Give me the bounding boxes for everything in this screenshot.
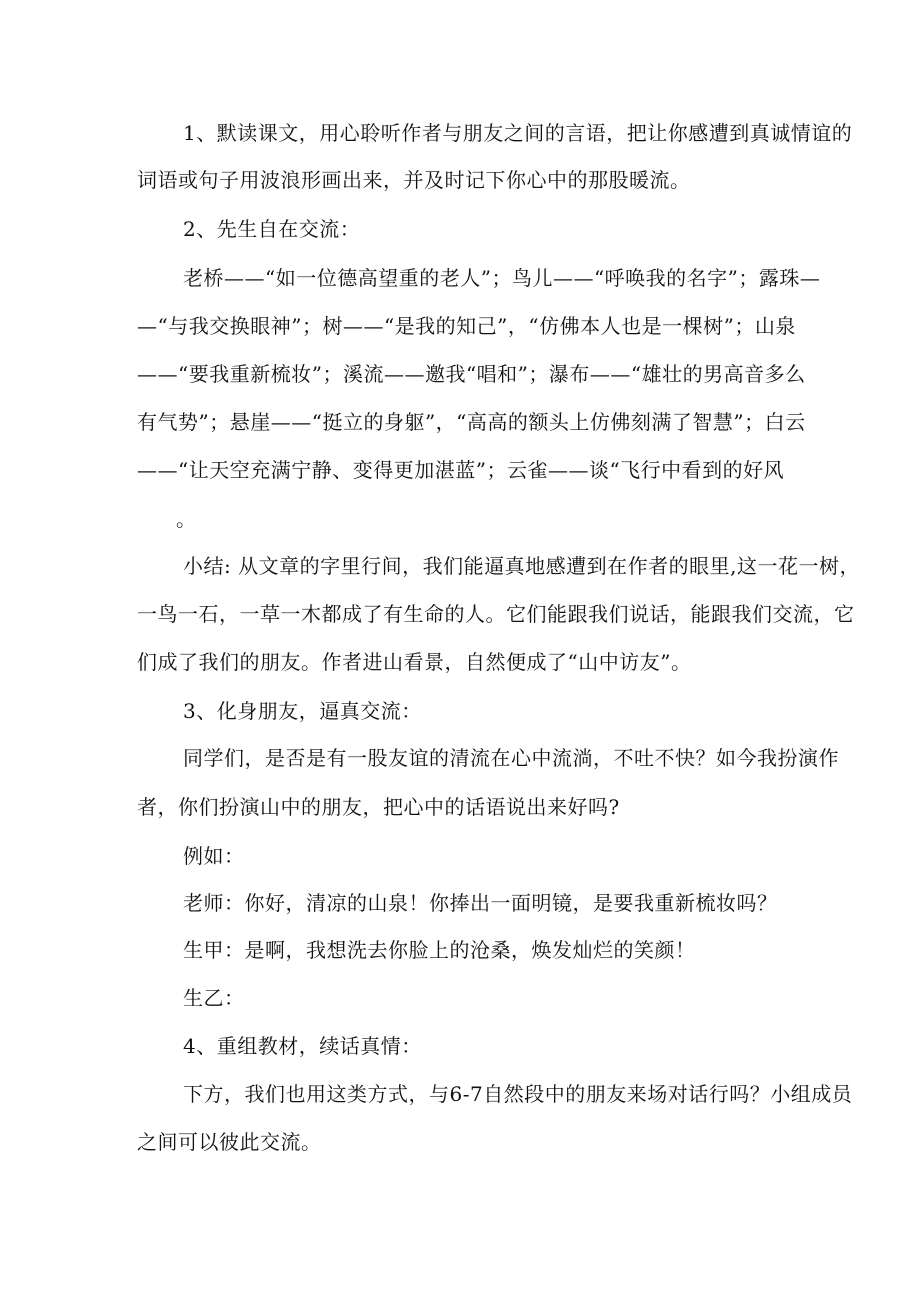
paragraph-line: 词语或句子用波浪形画出来，并及时记下你心中的那股暖流。 — [137, 168, 691, 192]
section-heading: 3、化身朋友，逼真交流： — [183, 699, 422, 723]
dialogue-line: 生甲：是啊，我想洗去你脸上的沧桑，焕发灿烂的笑颜！ — [183, 938, 696, 962]
paragraph-line: 一鸟一石，一草一木都成了有生命的人。它们能跟我们说话，能跟我们交流，它 — [137, 602, 855, 626]
paragraph-line: 小结: 从文章的字里行间，我们能逼真地感遭到在作者的眼里,这一花一树， — [183, 554, 860, 578]
section-heading: 4、重组教材，续话真情： — [183, 1034, 422, 1058]
paragraph-line: 同学们，是否是有一股友谊的清流在心中流淌，不吐不快？如今我扮演作 — [183, 746, 839, 770]
paragraph-line: 1、默读课文，用心聆听作者与朋友之间的言语，把让你感遭到真诚情谊的 — [183, 121, 853, 145]
paragraph-line: 有气势”；悬崖——“挺立的身躯”，“高高的额头上仿佛刻满了智慧”；白云 — [137, 410, 806, 434]
dialogue-line: 老师：你好，清凉的山泉！你捧出一面明镜，是要我重新梳妆吗？ — [183, 891, 778, 915]
dialogue-line: 生乙： — [183, 986, 245, 1010]
paragraph-line: 。 — [176, 507, 197, 531]
paragraph-line: 之间可以彼此交流。 — [137, 1130, 322, 1154]
paragraph-line: 们成了我们的朋友。作者进山看景，自然便成了“山中访友”。 — [137, 650, 692, 674]
paragraph-line: ——“要我重新梳妆”；溪流——邀我“唱和”；瀑布——“雄壮的男高音多么 — [137, 362, 806, 386]
paragraph-line: 者，你们扮演山中的朋友，把心中的话语说出来好吗? — [137, 795, 620, 819]
section-heading: 2、先生自在交流： — [183, 217, 361, 241]
paragraph-line: 老桥——“如一位德高望重的老人”；鸟儿——“呼唤我的名字”；露珠— — [183, 266, 821, 290]
paragraph-line: 例如： — [183, 844, 245, 868]
paragraph-line: 下方，我们也用这类方式，与6-7自然段中的朋友来场对话行吗？小组成员 — [183, 1082, 853, 1106]
paragraph-line: —“与我交换眼神”；树——“是我的知己”，“仿佛本人也是一棵树”；山泉 — [137, 314, 796, 338]
paragraph-line: ——“让天空充满宁静、变得更加湛蓝”；云雀——谈“飞行中看到的好风 — [137, 458, 785, 482]
